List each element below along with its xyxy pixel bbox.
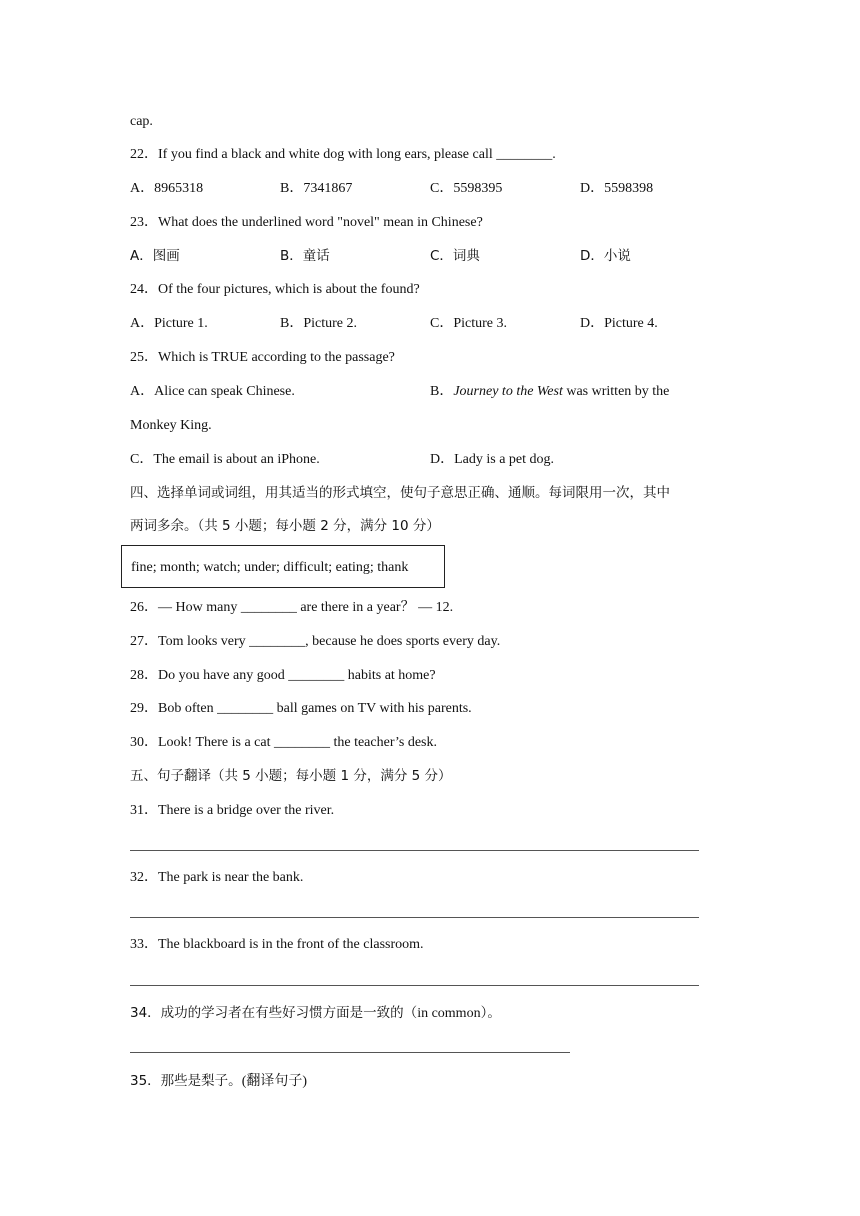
- question-25-option-d: D．Lady is a pet dog.: [430, 452, 555, 467]
- question-23-option-d: D．小说: [580, 248, 631, 264]
- question-35-note: (翻译句子): [241, 1074, 308, 1089]
- passage-tail: cap.: [130, 114, 153, 129]
- question-31: 31．There is a bridge over the river.: [130, 803, 335, 818]
- question-22-option-d: D．5598398: [580, 181, 654, 196]
- question-25-stem: 25．Which is TRUE according to the passage?: [130, 350, 395, 365]
- question-22-option-a: A．8965318: [130, 181, 204, 196]
- section-5-heading: 五、句子翻译（共 5 小题；每小题 1 分，满分 5 分）: [130, 768, 452, 784]
- question-23-stem: 23．What does the underlined word "novel" mean in Chinese?: [130, 215, 483, 230]
- section-4-heading-line-2: 两词多余。（共 5 小题；每小题 2 分，满分 10 分）: [130, 518, 440, 534]
- question-27: 27．Tom looks very ________, because he does sports every day.: [130, 634, 501, 649]
- question-23-option-a: A．图画: [130, 248, 180, 264]
- question-25-option-a: A．Alice can speak Chinese.: [130, 384, 295, 399]
- answer-line-31[interactable]: [130, 850, 699, 851]
- book-title: Journey to the West: [453, 384, 563, 399]
- question-29: 29．Bob often ________ ball games on TV with his parents.: [130, 701, 472, 716]
- question-24-stem: 24．Of the four pictures, which is about the found?: [130, 282, 420, 297]
- question-22-option-c: C．5598395: [430, 181, 503, 196]
- question-22-stem: 22．If you find a black and white dog with long ears, please call ________.: [130, 147, 556, 162]
- question-23-option-c: C．词典: [430, 248, 480, 264]
- answer-line-32[interactable]: [130, 917, 699, 918]
- question-28: 28．Do you have any good ________ habits at home?: [130, 668, 436, 683]
- question-24-option-d: D．Picture 4.: [580, 316, 658, 331]
- word-bank-box: [121, 545, 445, 588]
- question-26: 26．— How many ________ are there in a year？ — 12.: [130, 600, 454, 615]
- option-b-rest: was written by the: [562, 384, 670, 399]
- question-34-text: 34．成功的学习者在有些好习惯方面是一致的（: [130, 1005, 418, 1021]
- question-32: 32．The park is near the bank.: [130, 870, 304, 885]
- question-24-option-c: C．Picture 3.: [430, 316, 507, 331]
- question-34: [130, 1004, 501, 1023]
- section-4-heading-line-1: 四、选择单词或词组，用其适当的形式填空，使句子意思正确、通顺。每词限用一次，其中: [130, 485, 670, 501]
- question-24-option-b: B．Picture 2.: [280, 316, 357, 331]
- question-25-option-c: C．The email is about an iPhone.: [130, 452, 320, 467]
- question-25-option-b: [430, 383, 669, 401]
- question-33: 33．The blackboard is in the front of the classroom.: [130, 937, 424, 952]
- answer-line-33[interactable]: [130, 985, 699, 986]
- question-34-end: ）。: [480, 1005, 501, 1021]
- question-34-phrase: in common: [417, 1006, 481, 1021]
- question-30: 30．Look! There is a cat ________ the teacher’s desk.: [130, 735, 438, 750]
- question-23-option-b: B．童话: [280, 248, 330, 264]
- answer-line-34[interactable]: [130, 1052, 570, 1053]
- question-24-option-a: A．Picture 1.: [130, 316, 208, 331]
- word-bank-text: fine; month; watch; under; difficult; eating; thank: [131, 560, 409, 575]
- question-22-option-b: B．7341867: [280, 181, 353, 196]
- question-35: [130, 1072, 307, 1091]
- question-35-text: 35．那些是梨子。: [130, 1073, 242, 1089]
- question-25-option-b-continued: Monkey King.: [130, 418, 212, 433]
- option-b-prefix: B．: [430, 384, 454, 399]
